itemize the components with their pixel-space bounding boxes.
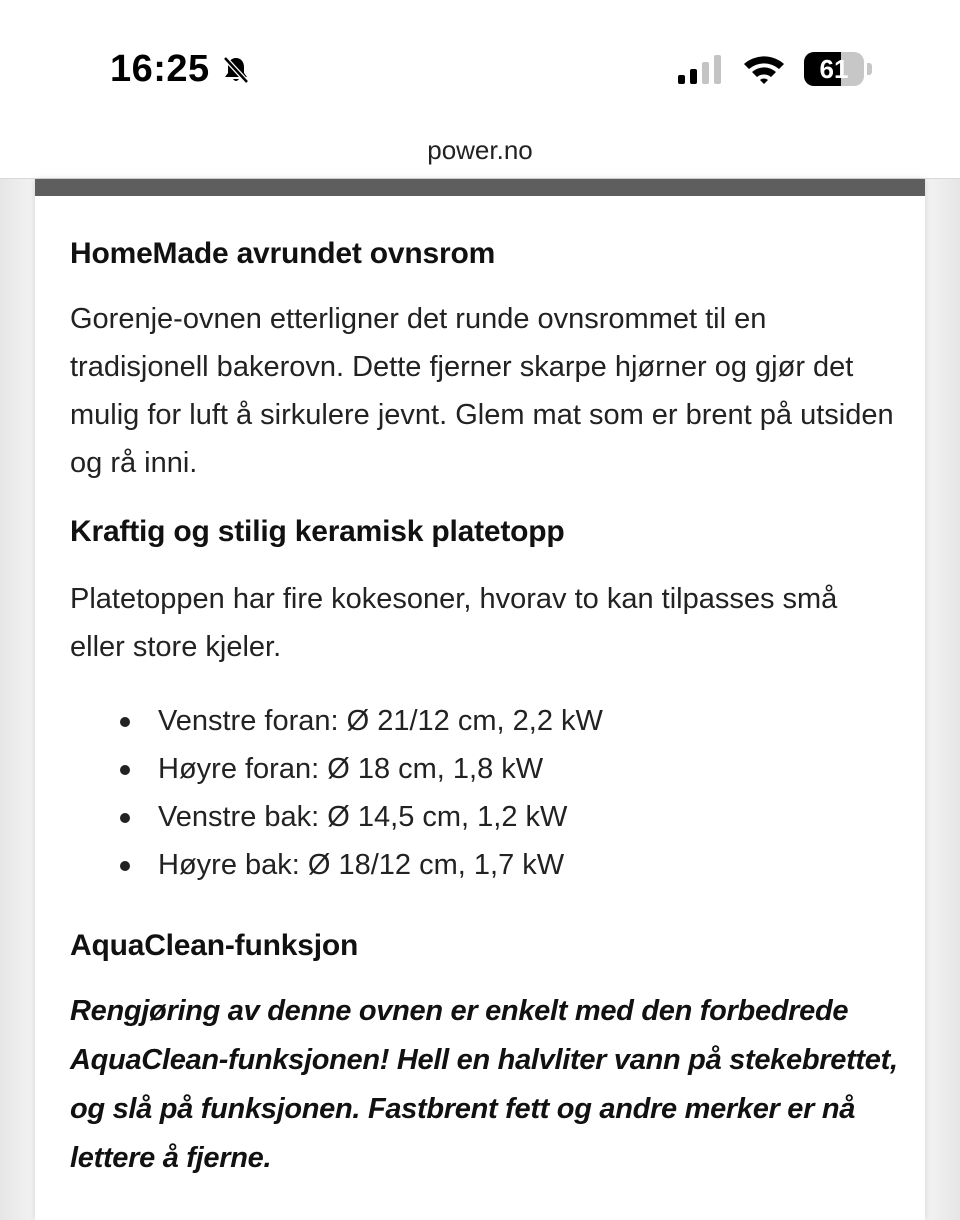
list-item-text: Høyre bak: Ø 18/12 cm, 1,7 kW <box>158 849 565 881</box>
section-heading: Kraftig og stilig keramisk platetopp <box>70 515 565 548</box>
status-bar <box>0 0 960 120</box>
bullet-icon <box>120 813 130 823</box>
bell-slash-icon <box>220 54 252 86</box>
list-item <box>158 793 900 841</box>
list-item-text: Høyre foran: Ø 18 cm, 1,8 kW <box>158 753 544 785</box>
battery-level: 61 <box>819 54 849 84</box>
signal-icon <box>678 53 724 85</box>
clock-time: 16:25 <box>110 48 210 90</box>
bullet-icon <box>120 717 130 727</box>
status-icons <box>678 52 872 86</box>
clock <box>110 48 252 91</box>
cooking-zones-list <box>70 697 900 889</box>
battery-cap <box>867 63 872 75</box>
section-heading: AquaClean-funksjon <box>70 929 359 962</box>
list-item <box>158 745 900 793</box>
battery-body <box>804 52 864 86</box>
section-paragraph: Gorenje-ovnen etterligner det runde ovnsrommet til en tradisjonell bakerovn. Dette fjerner skarpe hjørner og gjør det mulig for luft å sirkulere jevnt. Glem mat som er brent på utsiden og rå inni. <box>70 303 894 479</box>
card-top-bar <box>35 179 925 196</box>
section-heading: HomeMade avrundet ovnsrom <box>70 237 496 270</box>
section-paragraph-emphasis: Rengjøring av denne ovnen er enkelt med den forbedrede AquaClean-funksjonen! Hell en halvliter vann på stekebrettet, og slå på funksjonen. Fastbrent fett og andre merker er nå lettere å fjerne. <box>70 995 898 1174</box>
list-item-text: Venstre foran: Ø 21/12 cm, 2,2 kW <box>158 705 603 737</box>
wifi-icon <box>742 52 786 86</box>
list-item-text: Venstre bak: Ø 14,5 cm, 1,2 kW <box>158 801 568 833</box>
bullet-icon <box>120 765 130 775</box>
list-item <box>158 841 900 889</box>
address-bar[interactable] <box>0 120 960 179</box>
battery-icon <box>804 52 872 86</box>
article-content <box>70 231 900 1183</box>
list-item <box>158 697 900 745</box>
section-paragraph: Platetoppen har fire kokesoner, hvorav to kan tilpasses små eller store kjeler. <box>70 583 838 663</box>
bullet-icon <box>120 861 130 871</box>
url-text[interactable]: power.no <box>427 135 533 165</box>
article-card <box>35 179 925 1220</box>
